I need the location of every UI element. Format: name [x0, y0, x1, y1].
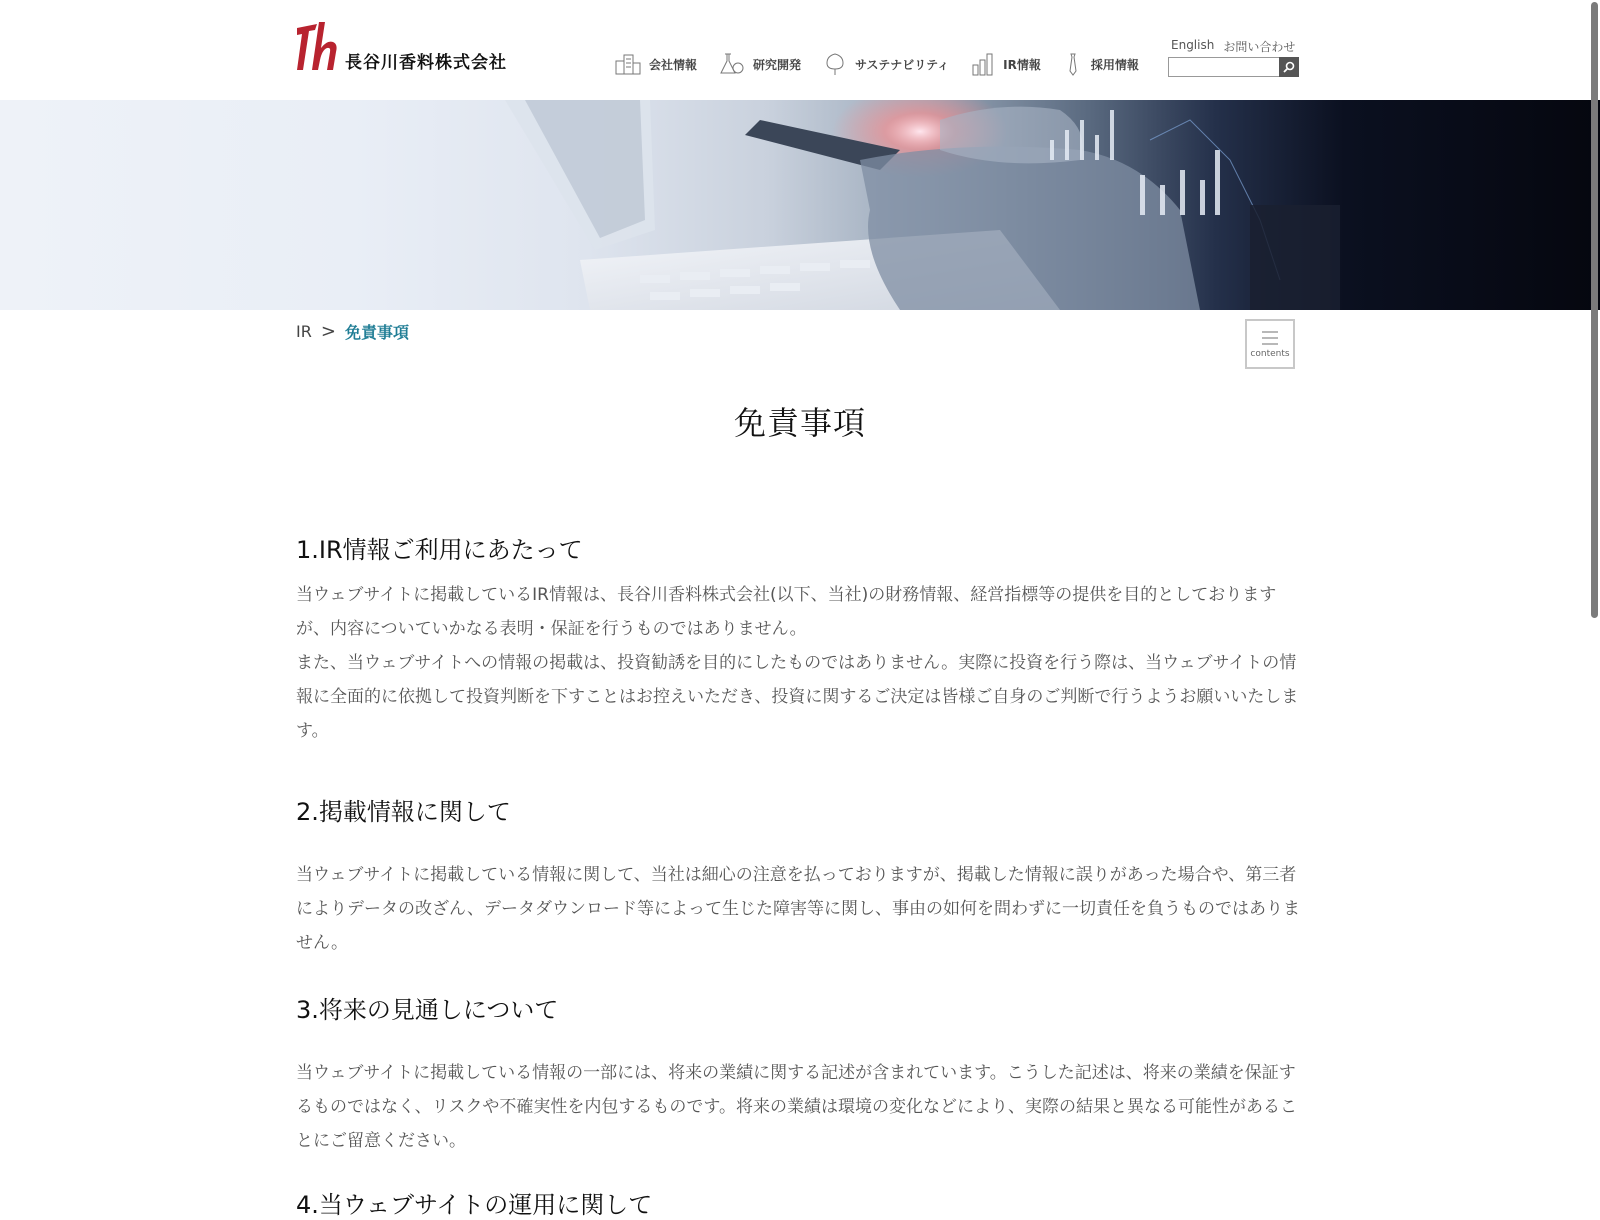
section-heading: 1.IR情報ご利用にあたって: [296, 536, 583, 564]
scrollbar-thumb[interactable]: [1591, 2, 1598, 618]
nav-item-company[interactable]: [615, 53, 697, 75]
global-nav: [615, 50, 1161, 78]
nav-label: 採用情報: [1090, 57, 1139, 72]
logo-mark-icon: [295, 20, 339, 74]
section-heading: 3.将来の見通しについて: [296, 996, 559, 1024]
nav-item-ir[interactable]: [971, 52, 1041, 76]
breadcrumb: [296, 320, 409, 343]
contact-link[interactable]: お問い合わせ: [1223, 40, 1296, 54]
flask-icon: [719, 52, 745, 76]
section-heading: 2.掲載情報に関して: [296, 798, 511, 826]
bar-chart-icon: [971, 52, 995, 76]
section-paragraph: また、当ウェブサイトへの情報の掲載は、投資勧誘を目的にしたものではありません。実際に投資を行う際は、当ウェブサイトの情報に全面的に依拠して投資判断を下すことはお控えいただき、投資に関するご決定は皆様ご自身のご判断で行うようお願いいたします。: [296, 653, 1299, 741]
menu-icon: [1260, 329, 1280, 347]
nav-label: IR情報: [1003, 57, 1041, 72]
nav-item-recruit[interactable]: [1063, 52, 1139, 76]
search-box: [1168, 57, 1300, 77]
tie-icon: [1063, 52, 1083, 76]
nav-label: サステナビリティ: [855, 57, 950, 72]
company-logo[interactable]: [295, 18, 507, 74]
english-link[interactable]: English: [1171, 38, 1215, 52]
breadcrumb-separator: >: [320, 321, 336, 342]
page-title: 免責事項: [733, 404, 866, 442]
contents-label: contents: [1250, 349, 1290, 359]
section-body: [296, 578, 1306, 748]
tree-icon: [823, 52, 847, 76]
breadcrumb-current: 免責事項: [344, 323, 409, 342]
nav-label: 研究開発: [753, 57, 802, 72]
hero-banner: [0, 100, 1600, 310]
section-heading: 4.当ウェブサイトの運用に関して: [296, 1191, 653, 1219]
site-header: [0, 0, 1600, 100]
breadcrumb-root[interactable]: IR: [296, 322, 312, 341]
section-paragraph: 当ウェブサイトに掲載しているIR情報は、長谷川香料株式会社(以下、当社)の財務情報、経営指標等の提供を目的としておりますが、内容についていかなる表明・保証を行うものではありません。: [296, 585, 1277, 639]
utility-area: [1168, 38, 1300, 77]
section-paragraph: 当ウェブサイトに掲載している情報に関して、当社は細心の注意を払っておりますが、掲載した情報に誤りがあった場合や、第三者によりデータの改ざん、データダウンロード等によって生じた障害等に関し、事由の如何を問わずに一切責任を負うものではありません。: [296, 865, 1301, 953]
hero-image: [0, 100, 1600, 310]
nav-label: 会社情報: [649, 57, 698, 72]
search-icon: [1283, 61, 1295, 73]
search-button[interactable]: [1279, 57, 1299, 77]
nav-item-sustainability[interactable]: [823, 52, 949, 76]
search-input[interactable]: [1168, 57, 1279, 77]
section-paragraph: 当ウェブサイトに掲載している情報の一部には、将来の業績に関する記述が含まれています。こうした記述は、将来の業績を保証するものではなく、リスクや不確実性を内包するものです。将来の業績は環境の変化などにより、実際の結果と異なる可能性があることにご留意ください。: [296, 1063, 1297, 1151]
nav-item-research[interactable]: [719, 52, 801, 76]
building-icon: [615, 53, 641, 75]
contents-menu-button[interactable]: [1245, 319, 1295, 369]
scrollbar[interactable]: [1589, 0, 1600, 1200]
company-name: 長谷川香料株式会社: [345, 53, 507, 73]
